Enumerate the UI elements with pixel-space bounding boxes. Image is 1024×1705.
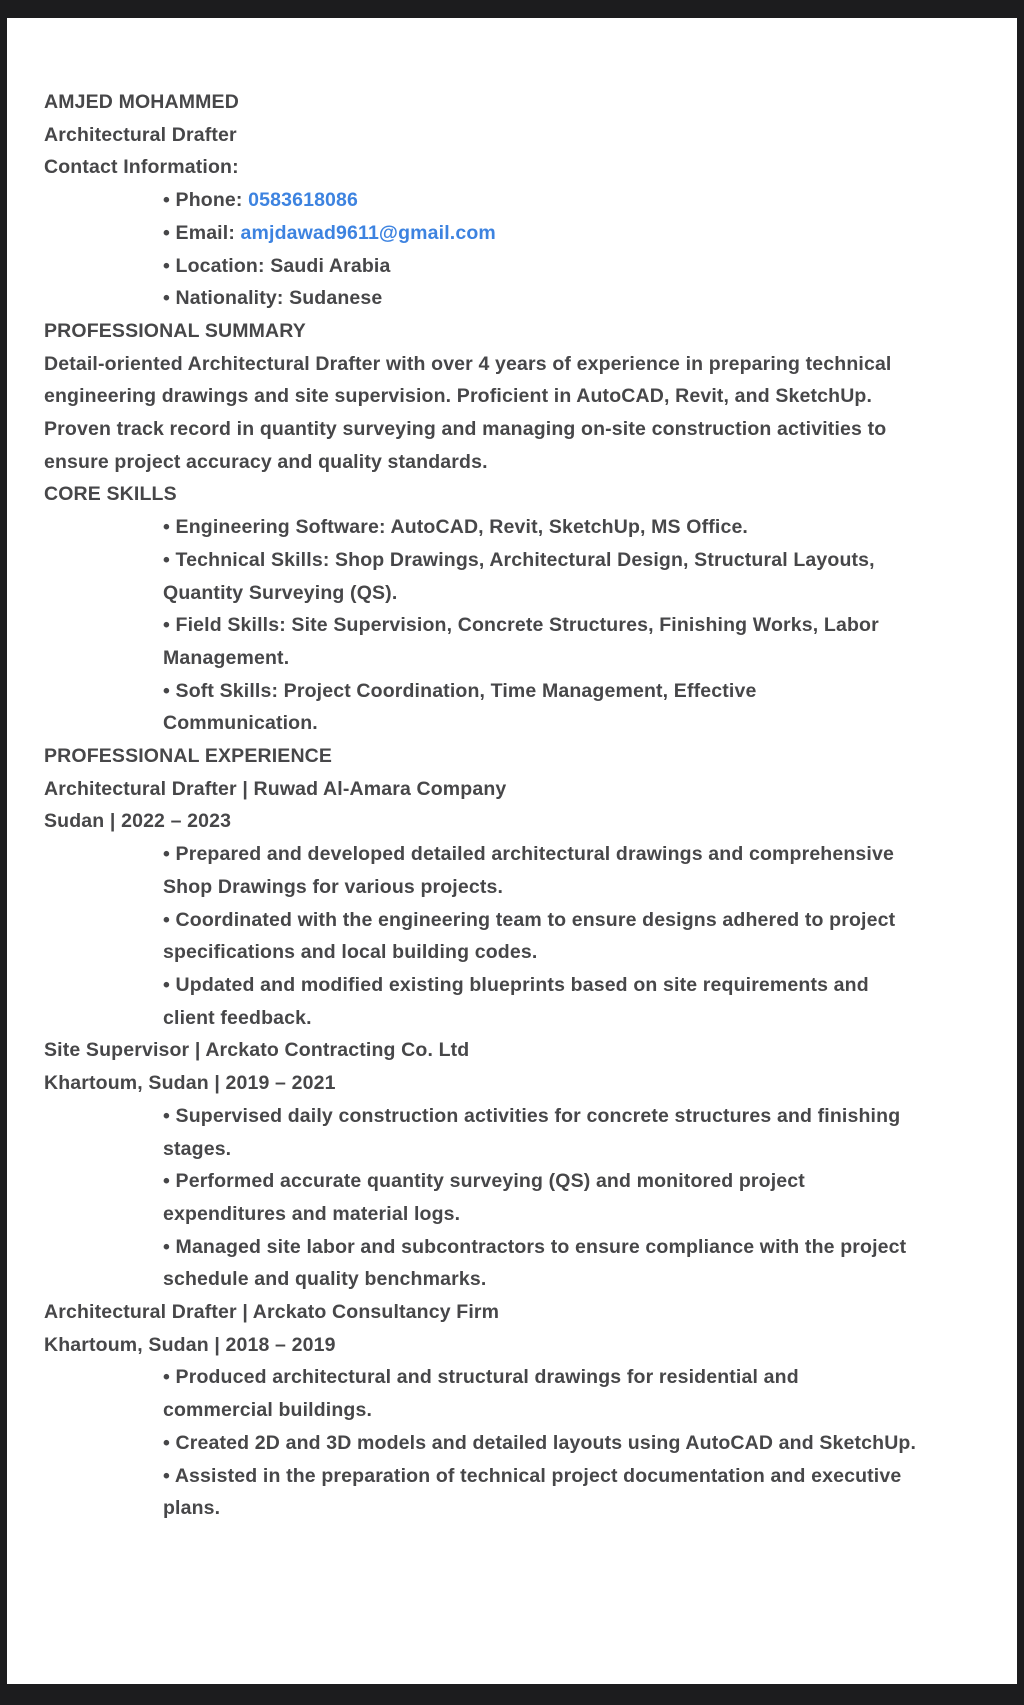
job-bullet-cont: plans.: [163, 1497, 221, 1520]
email-label: • Email:: [163, 221, 241, 244]
summary-heading: PROFESSIONAL SUMMARY: [44, 319, 306, 342]
skill-item-cont: Quantity Surveying (QS).: [163, 581, 398, 604]
skill-item-cont: Communication.: [163, 712, 318, 735]
experience-heading: PROFESSIONAL EXPERIENCE: [44, 745, 333, 768]
job-meta: Khartoum, Sudan | 2019 – 2021: [44, 1072, 336, 1095]
phone-label: • Phone:: [163, 189, 249, 212]
job-bullet: • Assisted in the preparation of technical project documentation and executive: [163, 1464, 902, 1487]
skill-item: • Engineering Software: AutoCAD, Revit, SketchUp, MS Office.: [163, 516, 749, 539]
job-bullet: • Produced architectural and structural drawings for residential and: [163, 1366, 799, 1389]
email-link[interactable]: amjdawad9611@gmail.com: [240, 221, 496, 244]
contact-location: • Location: Saudi Arabia: [163, 254, 391, 277]
job-bullet: • Prepared and developed detailed architectural drawings and comprehensive: [163, 843, 894, 866]
job-bullet-cont: expenditures and material logs.: [163, 1202, 461, 1225]
summary-line: Proven track record in quantity surveying and managing on-site construction activities to: [44, 418, 887, 441]
job-bullet: • Updated and modified existing blueprints based on site requirements and: [163, 973, 869, 996]
summary-line: ensure project accuracy and quality standards.: [44, 450, 488, 473]
contact-phone: [44, 184, 1004, 217]
job-bullet: • Supervised daily construction activities for concrete structures and finishing: [163, 1104, 901, 1127]
job-bullet-cont: client feedback.: [163, 1006, 312, 1029]
job-bullet: • Performed accurate quantity surveying (QS) and monitored project: [163, 1170, 805, 1193]
job-heading: Site Supervisor | Arckato Contracting Co. Ltd: [44, 1039, 470, 1062]
job-bullet-cont: stages.: [163, 1137, 232, 1160]
job-bullet: • Coordinated with the engineering team to ensure designs adhered to project: [163, 908, 896, 931]
job-meta: Khartoum, Sudan | 2018 – 2019: [44, 1333, 336, 1356]
contact-heading: Contact Information:: [44, 156, 239, 179]
job-heading: Architectural Drafter | Arckato Consultancy Firm: [44, 1301, 500, 1324]
summary-line: Detail-oriented Architectural Drafter with over 4 years of experience in preparing technical: [44, 352, 892, 375]
resume-page: [7, 18, 1017, 1684]
job-bullet-cont: commercial buildings.: [163, 1399, 373, 1422]
job-bullet-cont: schedule and quality benchmarks.: [163, 1268, 487, 1291]
job-meta: Sudan | 2022 – 2023: [44, 810, 232, 833]
contact-nationality: • Nationality: Sudanese: [163, 287, 383, 310]
skill-item-cont: Management.: [163, 646, 290, 669]
job-bullet: • Created 2D and 3D models and detailed layouts using AutoCAD and SketchUp.: [163, 1431, 917, 1454]
job-title: Architectural Drafter: [44, 123, 237, 146]
contact-email: [44, 217, 1004, 250]
job-heading: Architectural Drafter | Ruwad Al-Amara Company: [44, 777, 507, 800]
skill-item: • Soft Skills: Project Coordination, Time Management, Effective: [163, 679, 757, 702]
summary-line: engineering drawings and site supervision. Proficient in AutoCAD, Revit, and SketchUp.: [44, 385, 873, 408]
job-bullet-cont: specifications and local building codes.: [163, 941, 538, 964]
resume-content: [44, 86, 1004, 1525]
skill-item: • Field Skills: Site Supervision, Concrete Structures, Finishing Works, Labor: [163, 614, 879, 637]
job-bullet: • Managed site labor and subcontractors to ensure compliance with the project: [163, 1235, 907, 1258]
phone-link[interactable]: 0583618086: [248, 189, 359, 212]
candidate-name: AMJED MOHAMMED: [44, 91, 239, 113]
job-bullet-cont: Shop Drawings for various projects.: [163, 875, 504, 898]
skills-heading: CORE SKILLS: [44, 483, 177, 506]
skill-item: • Technical Skills: Shop Drawings, Architectural Design, Structural Layouts,: [163, 548, 875, 571]
